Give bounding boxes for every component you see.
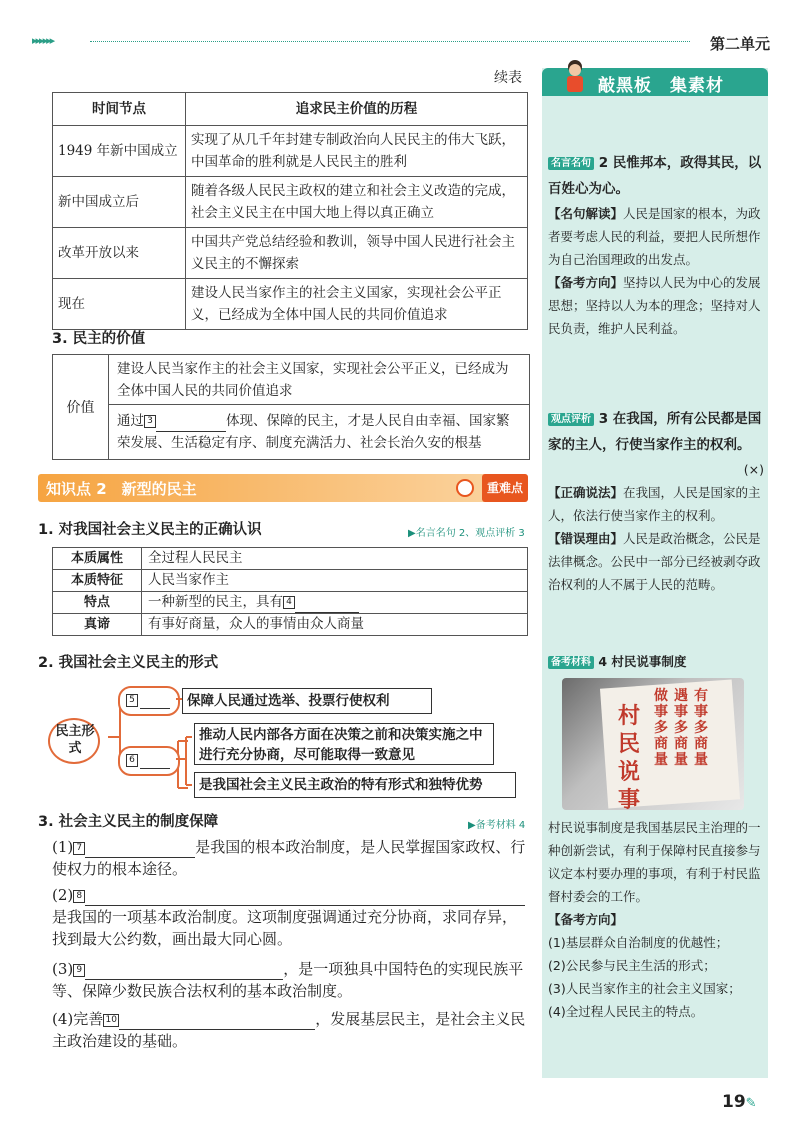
table-key: 本质属性 xyxy=(53,548,142,570)
text: (1) xyxy=(52,838,74,856)
judgment-mark: (×) xyxy=(743,462,764,477)
fill-blank[interactable] xyxy=(140,692,170,709)
institution-4 xyxy=(52,1008,530,1052)
table-cell: 建设人民当家作主的社会主义国家，实现社会公平正义，已经成为全体中国人民的共同价值追求 xyxy=(186,279,528,330)
text: 通过 xyxy=(117,413,144,429)
label: 【名句解读】 xyxy=(548,206,624,221)
form-node xyxy=(118,746,180,776)
election-box: 保障人民通过选举、投票行使权利 xyxy=(182,688,432,714)
material-block xyxy=(548,816,764,1023)
table-row xyxy=(53,614,528,636)
value-box xyxy=(52,354,530,460)
blank-number: 10 xyxy=(103,1014,119,1027)
text: 体现、保障的民主，才是人民自由幸福、国家繁荣发展、生活稳定有序、制度充满活力、社会长治久安的根基 xyxy=(117,413,510,451)
teacher-icon xyxy=(558,58,592,96)
advantage-box: 是我国社会主义民主政治的特有形式和独特优势 xyxy=(194,772,516,798)
continued-label: 续表 xyxy=(494,70,522,86)
section-title: 1. 对我国社会主义民主的正确认识 xyxy=(38,522,262,538)
sidebar-header xyxy=(542,68,768,96)
table-cell: 有事好商量，众人的事情由众人商量 xyxy=(142,614,528,636)
difficulty-badge: 重难点 xyxy=(482,474,528,502)
text: (2) xyxy=(52,886,74,904)
knowledge-point-bar xyxy=(38,474,528,502)
value-row xyxy=(109,406,529,459)
institution-2 xyxy=(52,884,530,950)
fill-blank[interactable] xyxy=(295,596,359,613)
text: ，发展基层民主，是社会主义民主政治建设的基础。 xyxy=(52,1010,526,1050)
blank-number: 5 xyxy=(126,694,138,707)
form-node xyxy=(118,686,180,716)
quote-tag: 名言名句 xyxy=(548,157,594,170)
blank-number: 6 xyxy=(126,754,138,767)
blank-number: 7 xyxy=(73,842,85,855)
table-cell: 改革开放以来 xyxy=(53,228,186,279)
table-cell: 新中国成立后 xyxy=(53,177,186,228)
fill-blank[interactable] xyxy=(119,1013,315,1030)
header-arrows: ▸▸▸▸▸▸ xyxy=(32,34,54,47)
sidebar-title: 敲黑板 集素材 xyxy=(598,76,724,96)
fill-blank[interactable] xyxy=(140,752,170,769)
democracy-history-table xyxy=(52,92,528,330)
label: 【备考方向】 xyxy=(548,275,624,290)
quote-heading: 2 民惟邦本，政得其民，以百姓心为心。 xyxy=(548,155,762,197)
list-item: (2)公民参与民主生活的形式； xyxy=(548,958,716,973)
center-label: 民主形式 xyxy=(55,724,95,756)
table-key: 特点 xyxy=(53,592,142,614)
cross-reference[interactable]: ▶名言名句 2、观点评析 3 xyxy=(408,528,525,539)
table-row xyxy=(53,228,528,279)
page-number: 19✎ xyxy=(722,1092,757,1112)
institution-1 xyxy=(52,836,530,880)
fill-blank[interactable] xyxy=(85,963,283,980)
value-label: 价值 xyxy=(53,355,109,459)
cross-reference[interactable]: ▶备考材料 4 xyxy=(468,820,526,831)
photo-text: 做事多商量 xyxy=(654,688,668,768)
label: 【错误理由】 xyxy=(548,531,624,546)
blank-number: 3 xyxy=(144,415,156,428)
section-title: 3. 社会主义民主的制度保障 xyxy=(38,814,219,830)
table-cell: 现在 xyxy=(53,279,186,330)
table-cell: 中国共产党总结经验和教训，领导中国人民进行社会主义民主的不懈探索 xyxy=(186,228,528,279)
socialist-democracy-table xyxy=(52,547,528,636)
text: 在我国，人民是国家的主人，依法行使当家作主的权利。 xyxy=(548,485,761,523)
photo-text: 村 民 说 事 xyxy=(618,703,641,810)
table-row xyxy=(53,177,528,228)
viewpoint-heading: 3 在我国，所有公民都是国家的主人，行使当家作主的权利。 xyxy=(548,411,762,453)
text: 是我国的一项基本政治制度。这项制度强调通过充分协商，求同存异，找到最大公约数，画出最大同心圆。 xyxy=(52,908,518,948)
photo-text: 遇事多商量 xyxy=(674,688,688,768)
table-header: 追求民主价值的历程 xyxy=(186,93,528,126)
table-row xyxy=(53,548,528,570)
text: (4)完善 xyxy=(52,1010,104,1028)
table-cell: 随着各级人民民主政权的建立和社会主义改造的完成，社会主义民主在中国大地上得以真正确立 xyxy=(186,177,528,228)
material-heading-row xyxy=(548,650,764,673)
viewpoint-tag: 观点评析 xyxy=(548,413,594,426)
unit-title: 第二单元 xyxy=(709,35,770,53)
table-row xyxy=(53,592,528,614)
magnifier-icon xyxy=(456,479,474,497)
text: (3) xyxy=(52,960,74,978)
table-row xyxy=(53,570,528,592)
text: ，是一项独具中国特色的实现民族平等、保障少数民族合法权利的基本政治制度。 xyxy=(52,960,524,1000)
list-item: (1)基层群众自治制度的优越性； xyxy=(548,935,729,950)
material-heading: 4 村民说事制度 xyxy=(598,654,687,669)
knowledge-point-title: 知识点 2 新型的民主 xyxy=(46,480,197,498)
table-key: 真谛 xyxy=(53,614,142,636)
blank-number: 8 xyxy=(73,890,85,903)
text: 坚持以人民为中心的发展思想；坚持以人为本的理念；坚持对人民负责，维护人民利益。 xyxy=(548,275,761,336)
table-cell: 人民当家作主 xyxy=(142,570,528,592)
table-cell: 实现了从几千年封建专制政治向人民民主的伟大飞跃，中国革命的胜利就是人民民主的胜利 xyxy=(186,126,528,177)
institution-3 xyxy=(52,958,530,1002)
table-row xyxy=(53,126,528,177)
label: 【备考方向】 xyxy=(548,912,624,927)
text: 一种新型的民主，具有 xyxy=(148,594,283,610)
blank-number: 4 xyxy=(283,596,295,609)
fill-blank[interactable] xyxy=(85,889,525,906)
value-row: 建设人民当家作主的社会主义国家，实现社会公平正义，已经成为全体中国人民的共同价值追求 xyxy=(109,355,529,405)
section-title: 2. 我国社会主义民主的形式 xyxy=(38,655,219,671)
table-cell: 全过程人民民主 xyxy=(142,548,528,570)
village-board-photo xyxy=(562,678,744,810)
table-key: 本质特征 xyxy=(53,570,142,592)
consultation-box: 推动人民内部各方面在决策之前和决策实施之中进行充分协商，尽可能取得一致意见 xyxy=(194,723,494,765)
blank-number: 9 xyxy=(73,964,85,977)
quote-block xyxy=(548,150,764,340)
table-cell: 1949 年新中国成立 xyxy=(53,126,186,177)
text: 是我国的根本政治制度，是人民掌握国家政权、行使权力的根本途径。 xyxy=(52,838,526,878)
text: 人民是政治概念，公民是法律概念。公民中一部分已经被剥夺政治权利的人不属于人民的范畴。 xyxy=(548,531,761,592)
header-rule xyxy=(90,41,690,42)
text: 人民是国家的根本，为政者要考虑人民的利益，要把人民所想作为自己治国理政的出发点。 xyxy=(548,206,761,267)
material-tag: 备考材料 xyxy=(548,656,594,669)
table-cell xyxy=(142,592,528,614)
center-node xyxy=(48,718,100,764)
section-title: 3. 民主的价值 xyxy=(52,331,146,347)
list-item: (3)人民当家作主的社会主义国家； xyxy=(548,981,741,996)
photo-text: 有事多商量 xyxy=(694,688,708,768)
material-text: 村民说事制度是我国基层民主治理的一种创新尝试，有利于保障村民直接参与议定本村要办理的事项，有利于村民监督村委会的工作。 xyxy=(548,820,761,904)
fill-blank[interactable] xyxy=(156,415,226,432)
list-item: (4)全过程人民民主的特点。 xyxy=(548,1004,704,1019)
viewpoint-block xyxy=(548,406,764,596)
table-row xyxy=(53,279,528,330)
table-header: 时间节点 xyxy=(53,93,186,126)
fill-blank[interactable] xyxy=(85,841,195,858)
pencil-icon: ✎ xyxy=(745,1096,757,1111)
label: 【正确说法】 xyxy=(548,485,624,500)
